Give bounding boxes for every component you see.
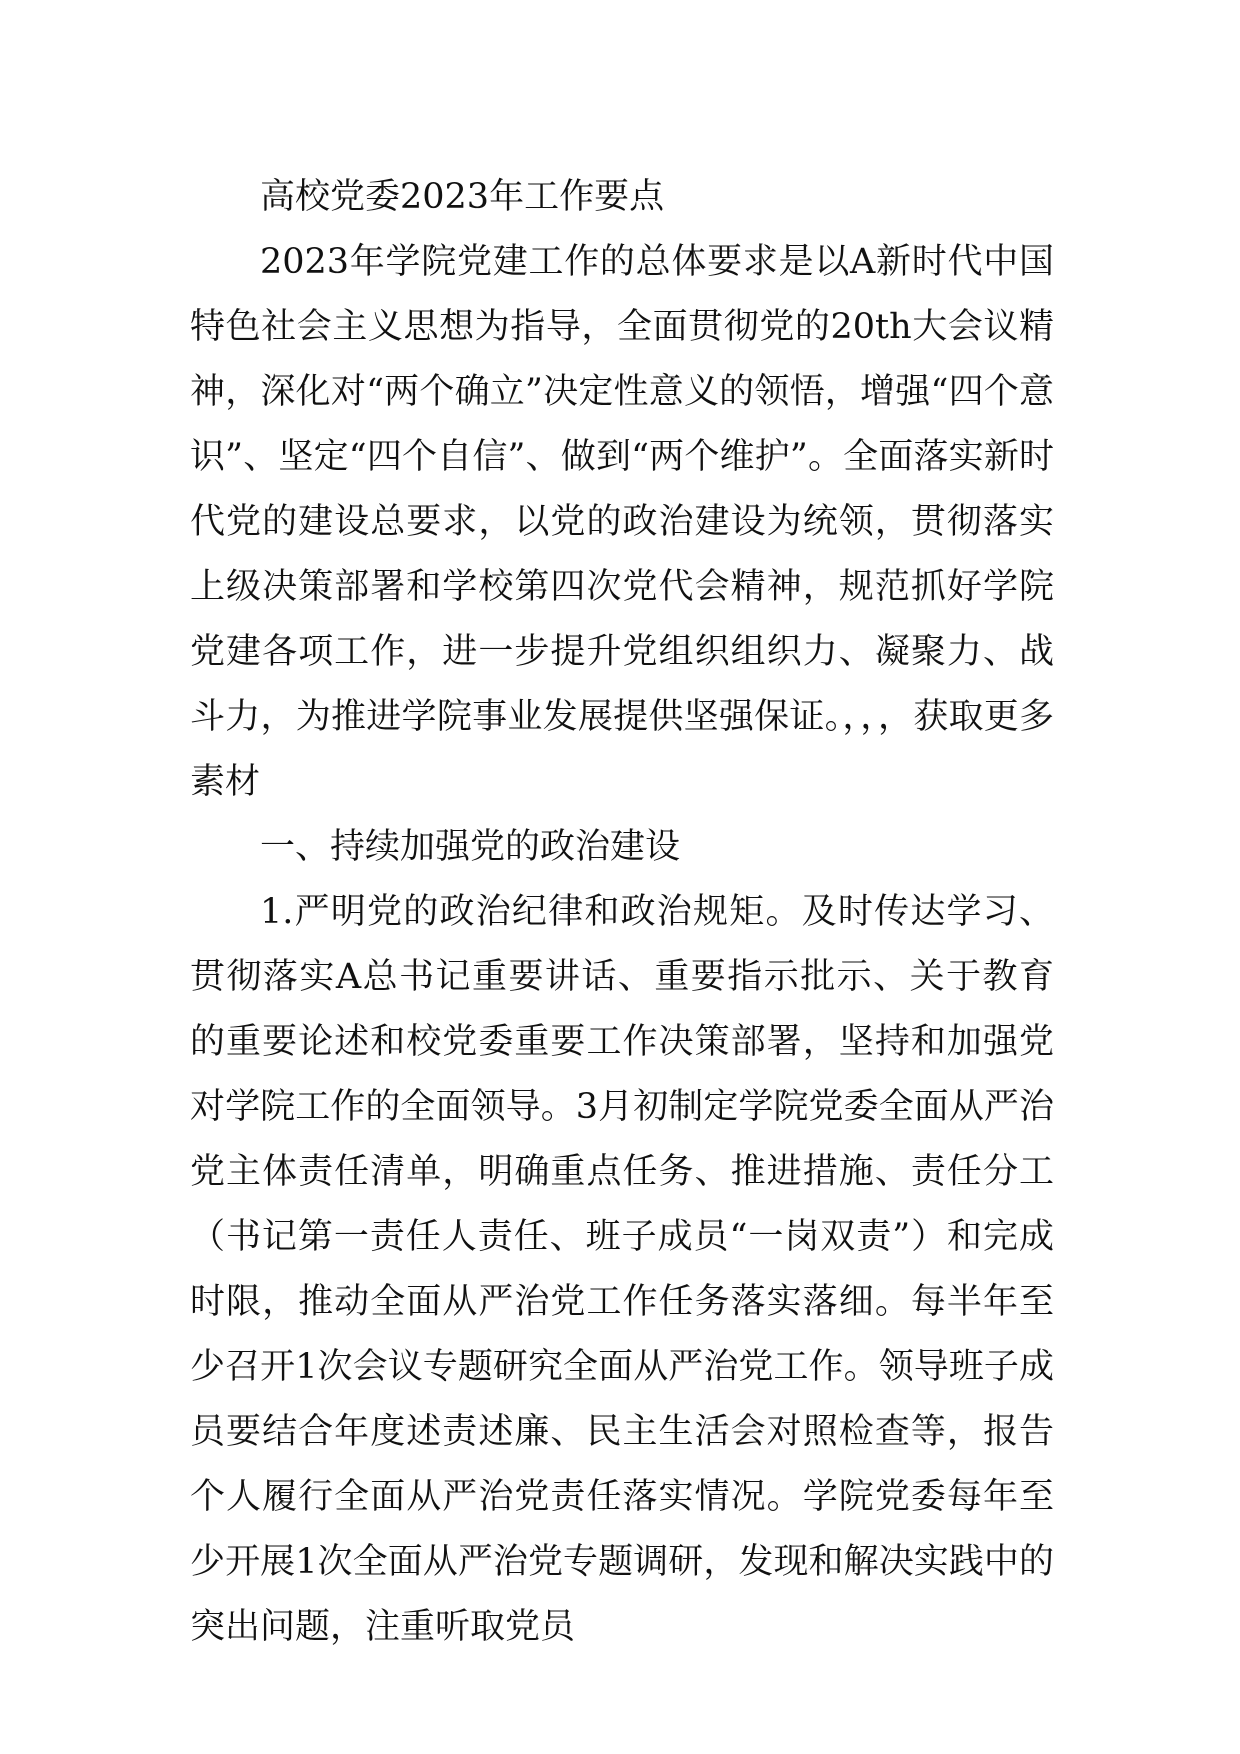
intro-paragraph: 2023年学院党建工作的总体要求是以A新时代中国特色社会主义思想为指导，全面贯彻党的20th大会议精神，深化对“两个确立”决定性意义的领悟，增强“四个意识”、坚定“四个自信”、做到“两个维护”。全面落实新时代党的建设总要求，以党的政治建设为统领，贯彻落实上级决策部署和学校第四次党代会精神，规范抓好学院党建各项工作，进一步提升党组织组织力、凝聚力、战斗力，为推进学院事业发展提供坚强保证。，，，获取更多素材	[190, 242, 1054, 802]
item-paragraph: 1.严明党的政治纪律和政治规矩。及时传达学习、贯彻落实A总书记重要讲话、重要指示批示、关于教育的重要论述和校党委重要工作决策部署，坚持和加强党对学院工作的全面领导。3月初制定学院党委全面从严治党主体责任清单，明确重点任务、推进措施、责任分工（书记第一责任人责任、班子成员“一岗双责”）和完成时限，推动全面从严治党工作任务落实落细。每半年至少召开1次会议专题研究全面从严治党工作。领导班子成员要结合年度述责述廉、民主生活会对照检查等，报告个人履行全面从严治党责任落实情况。学院党委每年至少开展1次全面从严治党专题调研，发现和解决实践中的突出问题，注重听取党员	[190, 892, 1054, 1647]
document-title: 高校党委2023年工作要点	[260, 177, 665, 217]
section-heading: 一、持续加强党的政治建设	[260, 827, 681, 867]
document-body	[190, 165, 1054, 1660]
